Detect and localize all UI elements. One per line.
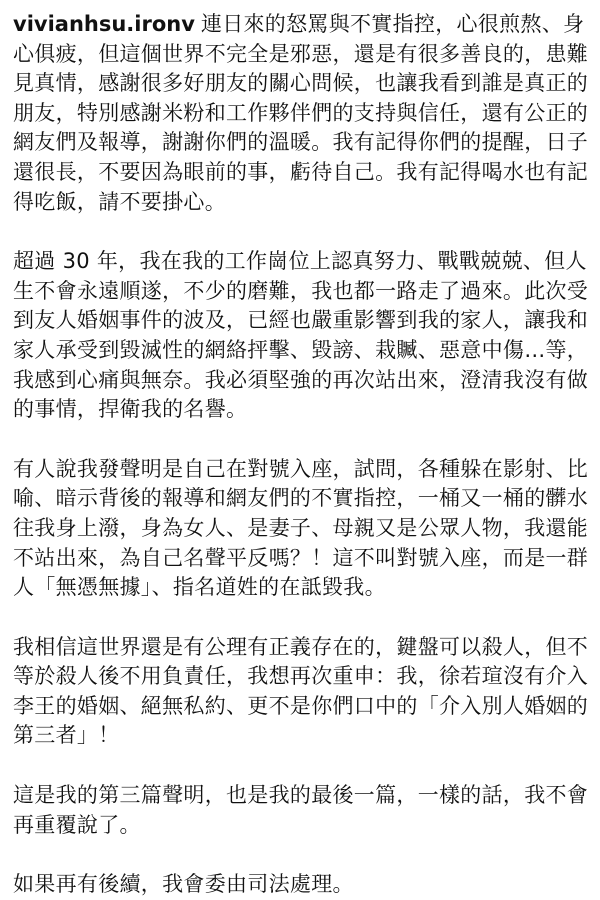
post-caption: [13, 10, 589, 900]
paragraph-1-text: 連日來的怒罵與不實指控，心很煎熬、身心俱疲，但這個世界不完全是邪惡，還是有很多善良的，患難見真情，感謝很多好朋友的關心問候，也讓我看到誰是真正的朋友，特別感謝米粉和工作夥伴們的支持與信任，還有公正的網友們及報導，謝謝你們的溫暖。我有記得你們的提醒，日子還很長，不要因為眼前的事，虧待自己。我有記得喝水也有記得吃飯，請不要掛心。: [13, 12, 589, 214]
username-link[interactable]: vivianhsu.ironv: [13, 12, 195, 36]
paragraph-5: 這是我的第三篇聲明，也是我的最後一篇，一樣的話，我不會再重覆說了。: [13, 783, 589, 837]
paragraph-2: 超過 30 年，我在我的工作崗位上認真努力、戰戰兢兢、但人生不會永遠順遂，不少的磨難，我也都一路走了過來。此次受到友人婚姻事件的波及，已經也嚴重影響到我的家人，讓我和家人承受到毀滅性的網絡抨擊、毀謗、栽贓、惡意中傷…等，我感到心痛與無奈。我必須堅強的再次站出來，澄清我沒有做的事情，捍衛我的名譽。: [13, 249, 589, 422]
paragraph-1: [13, 10, 589, 217]
paragraph-6: 如果再有後續，我會委由司法處理。: [13, 872, 354, 897]
paragraph-4: 我相信這世界還是有公理有正義存在的，鍵盤可以殺人，但不等於殺人後不用負責任，我想再次重申：我，徐若瑄沒有介入李王的婚姻、絕無私約、更不是你們口中的「介入別人婚姻的第三者」！: [13, 634, 589, 748]
paragraph-3: 有人說我發聲明是自己在對號入座，試問，各種躲在影射、比喻、暗示背後的報導和網友們的不實指控，一桶又一桶的髒水往我身上潑，身為女人、是妻子、母親又是公眾人物，我還能不站出來，為自己名聲平反嗎？！這不叫對號入座，而是一群人「無憑無據」、指名道姓的在詆毀我。: [13, 456, 589, 600]
